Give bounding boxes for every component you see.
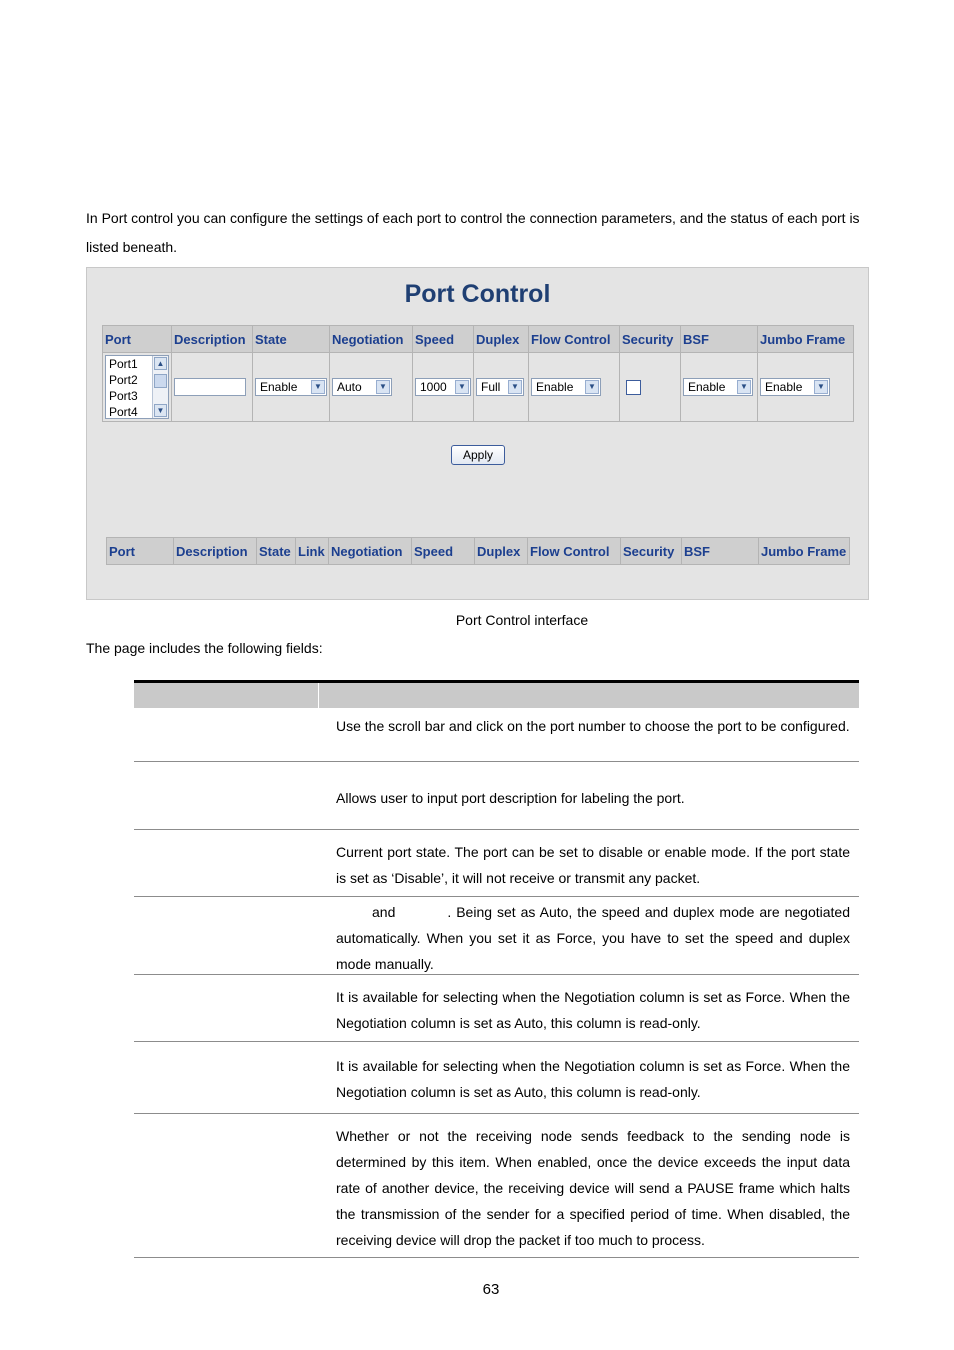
field-row bbox=[134, 708, 859, 762]
field-row bbox=[134, 830, 859, 897]
port-option[interactable]: Port1 bbox=[109, 357, 138, 371]
col-speed: Speed bbox=[413, 326, 474, 353]
jumbo-frame-select[interactable] bbox=[760, 378, 830, 396]
field-description-table bbox=[134, 680, 859, 1258]
speed-value: 1000 bbox=[420, 380, 447, 394]
status-col-security: Security bbox=[621, 538, 682, 565]
field-desc-part: . Being set as Auto, the speed and duplex mode are negotiated automatically. When you set it as Force, you have to set the speed and duplex mode manually. bbox=[336, 904, 850, 972]
field-desc: Allows user to input port description for labeling the port. bbox=[336, 790, 685, 806]
field-desc: Use the scroll bar and click on the port number to choose the port to be configured. bbox=[336, 718, 850, 734]
field-desc: It is available for selecting when the Negotiation column is set as Force. When the Negotiation column is set as Auto, this column is read-only. bbox=[336, 989, 850, 1031]
flow-control-select[interactable] bbox=[531, 378, 601, 396]
field-table-header bbox=[134, 680, 859, 708]
field-desc bbox=[336, 899, 850, 977]
speed-select[interactable] bbox=[415, 378, 471, 396]
duplex-select[interactable] bbox=[476, 378, 524, 396]
field-row bbox=[134, 1114, 859, 1258]
bsf-value: Enable bbox=[688, 380, 726, 394]
port-control-screenshot bbox=[86, 267, 869, 600]
panel-title: Port Control bbox=[404, 280, 551, 308]
security-checkbox[interactable] bbox=[626, 380, 641, 395]
chevron-down-icon: ▼ bbox=[311, 380, 325, 394]
col-duplex: Duplex bbox=[474, 326, 529, 353]
field-desc: Current port state. The port can be set to disable or enable mode. If the port state is set as ‘Disable’, it will not receive or transmit any packet. bbox=[336, 844, 850, 886]
fields-intro: The page includes the following fields: bbox=[86, 640, 323, 656]
field-desc: It is available for selecting when the Negotiation column is set as Force. When the Negotiation column is set as Auto, this column is read-only. bbox=[336, 1058, 850, 1100]
description-input[interactable] bbox=[174, 378, 246, 396]
field-row bbox=[134, 1042, 859, 1114]
scroll-up-icon[interactable]: ▲ bbox=[154, 357, 167, 370]
col-bsf: BSF bbox=[681, 326, 758, 353]
col-jumbo-frame: Jumbo Frame bbox=[758, 326, 854, 353]
port-list-scrollbar[interactable] bbox=[152, 356, 168, 418]
field-row bbox=[134, 762, 859, 830]
col-port: Port bbox=[103, 326, 172, 353]
status-col-jumbo-frame: Jumbo Frame bbox=[759, 538, 850, 565]
status-col-bsf: BSF bbox=[682, 538, 759, 565]
port-option[interactable]: Port3 bbox=[109, 389, 138, 403]
status-col-description: Description bbox=[174, 538, 257, 565]
status-col-port: Port bbox=[107, 538, 174, 565]
port-status-table bbox=[106, 537, 850, 565]
bsf-select[interactable] bbox=[683, 378, 753, 396]
field-row bbox=[134, 975, 859, 1042]
col-flow-control: Flow Control bbox=[529, 326, 620, 353]
col-negotiation: Negotiation bbox=[330, 326, 413, 353]
flow-control-value: Enable bbox=[536, 380, 574, 394]
state-value: Enable bbox=[260, 380, 298, 394]
duplex-value: Full bbox=[481, 380, 501, 394]
page-number: 63 bbox=[482, 1281, 500, 1298]
col-description: Description bbox=[172, 326, 253, 353]
chevron-down-icon: ▼ bbox=[585, 380, 599, 394]
chevron-down-icon: ▼ bbox=[455, 380, 469, 394]
negotiation-select[interactable] bbox=[332, 378, 392, 396]
jumbo-frame-value: Enable bbox=[765, 380, 803, 394]
status-col-duplex: Duplex bbox=[475, 538, 528, 565]
col-state: State bbox=[253, 326, 330, 353]
port-listbox[interactable] bbox=[105, 355, 169, 419]
status-col-negotiation: Negotiation bbox=[329, 538, 412, 565]
field-row bbox=[134, 897, 859, 975]
chevron-down-icon: ▼ bbox=[814, 380, 828, 394]
chevron-down-icon: ▼ bbox=[737, 380, 751, 394]
port-option[interactable]: Port2 bbox=[109, 373, 138, 387]
status-col-flow-control: Flow Control bbox=[528, 538, 621, 565]
status-col-link: Link bbox=[296, 538, 329, 565]
scroll-down-icon[interactable]: ▼ bbox=[154, 404, 167, 417]
field-desc-part: and bbox=[372, 904, 396, 920]
state-select[interactable] bbox=[255, 378, 327, 396]
port-option[interactable]: Port4 bbox=[109, 405, 138, 419]
status-col-state: State bbox=[257, 538, 296, 565]
chevron-down-icon: ▼ bbox=[376, 380, 390, 394]
negotiation-value: Auto bbox=[337, 380, 362, 394]
col-security: Security bbox=[620, 326, 681, 353]
scroll-thumb[interactable] bbox=[154, 374, 167, 388]
port-config-table bbox=[102, 325, 854, 422]
chevron-down-icon: ▼ bbox=[508, 380, 522, 394]
intro-paragraph: In Port control you can configure the settings of each port to control the connection parameters, and the status of each port is listed beneath. bbox=[86, 210, 860, 255]
field-desc: Whether or not the receiving node sends feedback to the sending node is determined by this item. When enabled, once the device exceeds the input data rate of another device, the receiving device will send a PAUSE frame which halts the transmission of the sender for a specified period of time. When disabled, the receiving device will drop the packet if too much to process. bbox=[336, 1128, 850, 1248]
figure-caption: Port Control interface bbox=[455, 612, 589, 628]
status-col-speed: Speed bbox=[412, 538, 475, 565]
apply-button[interactable]: Apply bbox=[451, 445, 505, 465]
